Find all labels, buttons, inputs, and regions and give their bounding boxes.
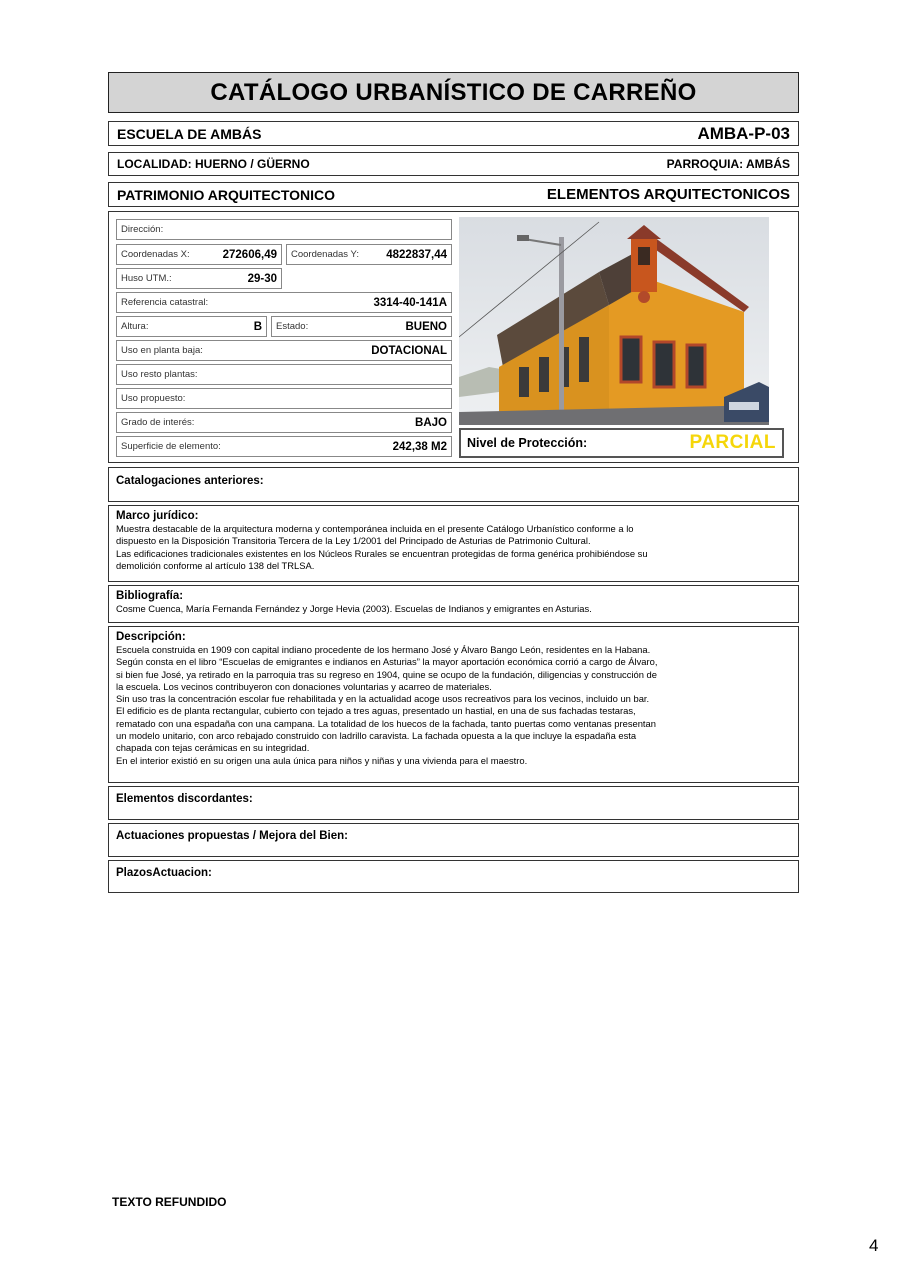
uso-propuesto-field: Uso propuesto: bbox=[116, 388, 452, 409]
marco-line: dispuesto en la Disposición Transitoria Tercera de la Ley 1/2001 del Principado de Asturias de Patrimonio Cultural. bbox=[116, 535, 591, 547]
descripcion-title: Descripción: bbox=[116, 631, 186, 643]
uso-baja-field: Uso en planta baja: DOTACIONAL bbox=[116, 340, 452, 361]
plazos-section bbox=[108, 860, 799, 893]
superficie-field: Superficie de elemento: 242,38 M2 bbox=[116, 436, 452, 457]
marco-line: demolición conforme al artículo 138 del TRLSA. bbox=[116, 559, 315, 571]
altura-value: B bbox=[253, 320, 262, 333]
ref-catastral-field: Referencia catastral: 3314-40-141A bbox=[116, 292, 452, 313]
footer-text: TEXTO REFUNDIDO bbox=[112, 1195, 227, 1209]
biblio-text: Cosme Cuenca, María Fernanda Fernández y Jorge Hevia (2003). Escuelas de Indianos y emigrantes en Asturias. bbox=[116, 603, 592, 614]
subcategory: ELEMENTOS ARQUITECTONICOS bbox=[546, 186, 790, 203]
huso-value: 29-30 bbox=[247, 272, 277, 285]
descripcion-line: Escuela construida en 1909 con capital indiano procedente de los hermano José y Álvaro Bango León, residentes en la Habana. bbox=[116, 644, 651, 655]
descripcion-line: chapada con tejas cerámicas en su integridad. bbox=[116, 742, 310, 754]
page-number: 4 bbox=[869, 1236, 879, 1255]
page-title: CATÁLOGO URBANÍSTICO DE CARREÑO bbox=[108, 72, 799, 113]
huso-field: Huso UTM.: 29-30 bbox=[116, 268, 282, 289]
actuaciones-title: Actuaciones propuestas / Mejora del Bien: bbox=[116, 830, 348, 842]
coord-x-value: 272606,49 bbox=[222, 248, 277, 261]
descripcion-line: Sin uso tras la concentración escolar fue rehabilitada y en la actualidad acoge usos recreativos para los vecinos, incluido un bar. bbox=[116, 693, 650, 705]
plazos-title: PlazosActuacion: bbox=[116, 867, 212, 879]
marco-title: Marco jurídico: bbox=[116, 510, 199, 522]
info-panel bbox=[108, 211, 799, 463]
descripcion-section bbox=[108, 626, 799, 783]
biblio-section bbox=[108, 585, 799, 623]
parroquia: PARROQUIA: AMBÁS bbox=[666, 157, 790, 171]
localidad: LOCALIDAD: HUERNO / GÜERNO bbox=[117, 157, 310, 171]
building-code: AMBA-P-03 bbox=[697, 123, 790, 143]
descripcion-line: si bien fue José, ya retirado en la parroquia tras su regreso en 1904, quine se ocupo de la fundación, diligencias y construcción de bbox=[116, 668, 657, 680]
discordantes-title: Elementos discordantes: bbox=[116, 793, 253, 805]
coord-x-field: Coordenadas X: 272606,49 bbox=[116, 244, 282, 265]
protection-label: Nivel de Protección: bbox=[467, 436, 588, 450]
protection-level bbox=[459, 428, 784, 458]
descripcion-line: un modelo unitario, con arco rebajado construido con ladrillo caravista. La fachada opuesta a la que incluye la espadaña esta bbox=[116, 730, 637, 742]
protection-value: PARCIAL bbox=[689, 432, 776, 453]
grado-value: BAJO bbox=[415, 416, 447, 429]
location-row bbox=[108, 152, 799, 176]
coord-y-value: 4822837,44 bbox=[386, 248, 447, 261]
marco-section bbox=[108, 505, 799, 582]
category: PATRIMONIO ARQUITECTONICO bbox=[117, 186, 336, 203]
descripcion-line: En el interior existió en su origen una aula única para niños y niñas y una vivienda para el maestro. bbox=[116, 754, 528, 766]
descripcion-line: rematado con una espadaña con una campana. La totalidad de los huecos de la fachada, tanto puertas como ventanas presentan bbox=[116, 717, 656, 729]
building-photo bbox=[459, 217, 769, 425]
catalogaciones-title: Catalogaciones anteriores: bbox=[116, 475, 264, 487]
biblio-title: Bibliografía: bbox=[116, 590, 184, 602]
ref-catastral-value: 3314-40-141A bbox=[373, 296, 447, 309]
direccion-field: Dirección: bbox=[116, 219, 452, 240]
descripcion-line: Según consta en el libro “Escuelas de emigrantes e indianos en Asturias” la mayor aportación económica corrió a cargo de Álvaro, bbox=[116, 656, 658, 668]
coord-y-field: Coordenadas Y: 4822837,44 bbox=[286, 244, 452, 265]
marco-line: Muestra destacable de la arquitectura moderna y contemporánea incluida en el presente Catálogo Urbanístico conforme a lo bbox=[116, 523, 634, 534]
actuaciones-section bbox=[108, 823, 799, 857]
discordantes-section bbox=[108, 786, 799, 820]
marco-line: Las edificaciones tradicionales existentes en los Núcleos Rurales se encuentran protegidas de forma genérica prohibiéndose su bbox=[116, 547, 648, 559]
superficie-value: 242,38 M2 bbox=[392, 440, 447, 453]
altura-field: Altura: B bbox=[116, 316, 267, 337]
descripcion-line: la escuela. Los vecinos contribuyeron con donaciones voluntarias y acarreo de materiales. bbox=[116, 680, 492, 692]
grado-field: Grado de interés: BAJO bbox=[116, 412, 452, 433]
building-name: ESCUELA DE AMBÁS bbox=[117, 125, 262, 142]
descripcion-line: El edificio es de planta rectangular, cubierto con tejado a tres aguas, presentado un hastial, en una de sus fachadas testaras, bbox=[116, 705, 636, 717]
estado-field: Estado: BUENO bbox=[271, 316, 452, 337]
category-row bbox=[108, 182, 799, 207]
uso-baja-value: DOTACIONAL bbox=[371, 344, 447, 357]
catalogaciones-section bbox=[108, 467, 799, 502]
uso-resto-field: Uso resto plantas: bbox=[116, 364, 452, 385]
building-row bbox=[108, 121, 799, 146]
estado-value: BUENO bbox=[405, 320, 447, 333]
